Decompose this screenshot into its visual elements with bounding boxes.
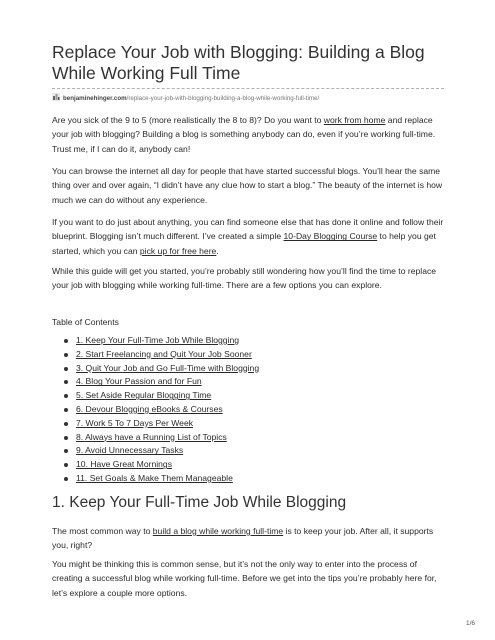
work-from-home-link[interactable]: work from home <box>323 115 386 125</box>
site-logo-icon <box>52 93 60 101</box>
source-domain: benjaminehinger.com <box>63 95 127 102</box>
toc-link-10[interactable]: 10. Have Great Mornings <box>76 459 173 470</box>
toc-item <box>52 348 259 362</box>
toc-link-7[interactable]: 7. Work 5 To 7 Days Per Week <box>76 417 194 428</box>
intro-paragraph-2: You can browse the internet all day for people that have started successful blogs. You’ll hear the same thing over and over again, “I didn’t have any clue how to start a blog.” The beauty of the internet is how much we can do without any experience. <box>52 166 443 205</box>
blogging-course-link[interactable]: 10-Day Blogging Course <box>283 231 378 242</box>
toc-link-1[interactable]: 1. Keep Your Full-Time Job While Blogging <box>76 335 240 345</box>
article-title: Replace Your Job with Blogging: Building a Blog While Working Full Time <box>52 42 425 83</box>
toc-item <box>52 334 259 348</box>
table-of-contents <box>52 334 259 486</box>
intro-paragraph-4: While this guide will get you started, you’re probably still wondering how you’ll find the time to replace your job with blogging while working full-time. There are a few options you can explore. <box>52 266 437 291</box>
build-blog-link[interactable]: build a blog while working full-time <box>152 526 284 536</box>
toc-item <box>52 417 259 431</box>
toc-heading: Table of Contents <box>52 317 119 327</box>
toc-item <box>52 444 259 458</box>
source-url[interactable] <box>52 93 319 103</box>
toc-link-11[interactable]: 11. Set Goals & Make Them Manageable <box>76 472 233 483</box>
source-path: /replace-your-job-with-blogging-building-a-blog-while-working-full-time/ <box>126 95 320 102</box>
toc-item <box>52 375 259 389</box>
section1-paragraph-1: The most common way to build a blog while working full-time is to keep your job. After all, it supports you, right? <box>52 526 434 551</box>
toc-link-6[interactable]: 6. Devour Blogging eBooks & Courses <box>76 403 223 414</box>
toc-link-5[interactable]: 5. Set Aside Regular Blogging Time <box>76 390 212 401</box>
toc-link-9[interactable]: 9. Avoid Unnecessary Tasks <box>76 445 184 456</box>
intro-paragraph-3: If you want to do just about anything, you can find someone else that has done it online and follow their blueprint. Blogging isn’t much different. I’ve created a simple 10-Day Blogging Course to help you get started, which you can pick up for free here. <box>52 217 444 256</box>
toc-link-8[interactable]: 8. Always have a Running List of Topics <box>76 431 227 442</box>
free-course-link[interactable]: pick up for free here <box>139 245 217 256</box>
toc-item <box>52 362 259 376</box>
toc-item <box>52 431 259 445</box>
toc-item <box>52 389 259 403</box>
section1-paragraph-2: You might be thinking this is common sense, but it’s not the only way to enter into the process of creating a successful blog while working full-time. Before we get into the tips you’re probably here for, let’s explore a couple more options. <box>52 559 437 598</box>
page-number: 1/6 <box>465 620 475 627</box>
toc-link-4[interactable]: 4. Blog Your Passion and for Fun <box>76 376 202 387</box>
toc-link-2[interactable]: 2. Start Freelancing and Quit Your Job Sooner <box>76 348 252 359</box>
toc-item <box>52 458 259 472</box>
section-heading: 1. Keep Your Full-Time Job While Blogging <box>52 494 347 511</box>
title-divider <box>52 88 444 89</box>
intro-paragraph-1: Are you sick of the 9 to 5 (more realistically the 8 to 8)? Do you want to work from home and replace your job with blogging? Building a blog is something anybody can do, even if you’re working full-time. Trust me, if I can do it, anybody can! <box>52 115 436 154</box>
toc-item <box>52 403 259 417</box>
toc-link-3[interactable]: 3. Quit Your Job and Go Full-Time with Blogging <box>76 362 260 373</box>
toc-item <box>52 472 259 486</box>
